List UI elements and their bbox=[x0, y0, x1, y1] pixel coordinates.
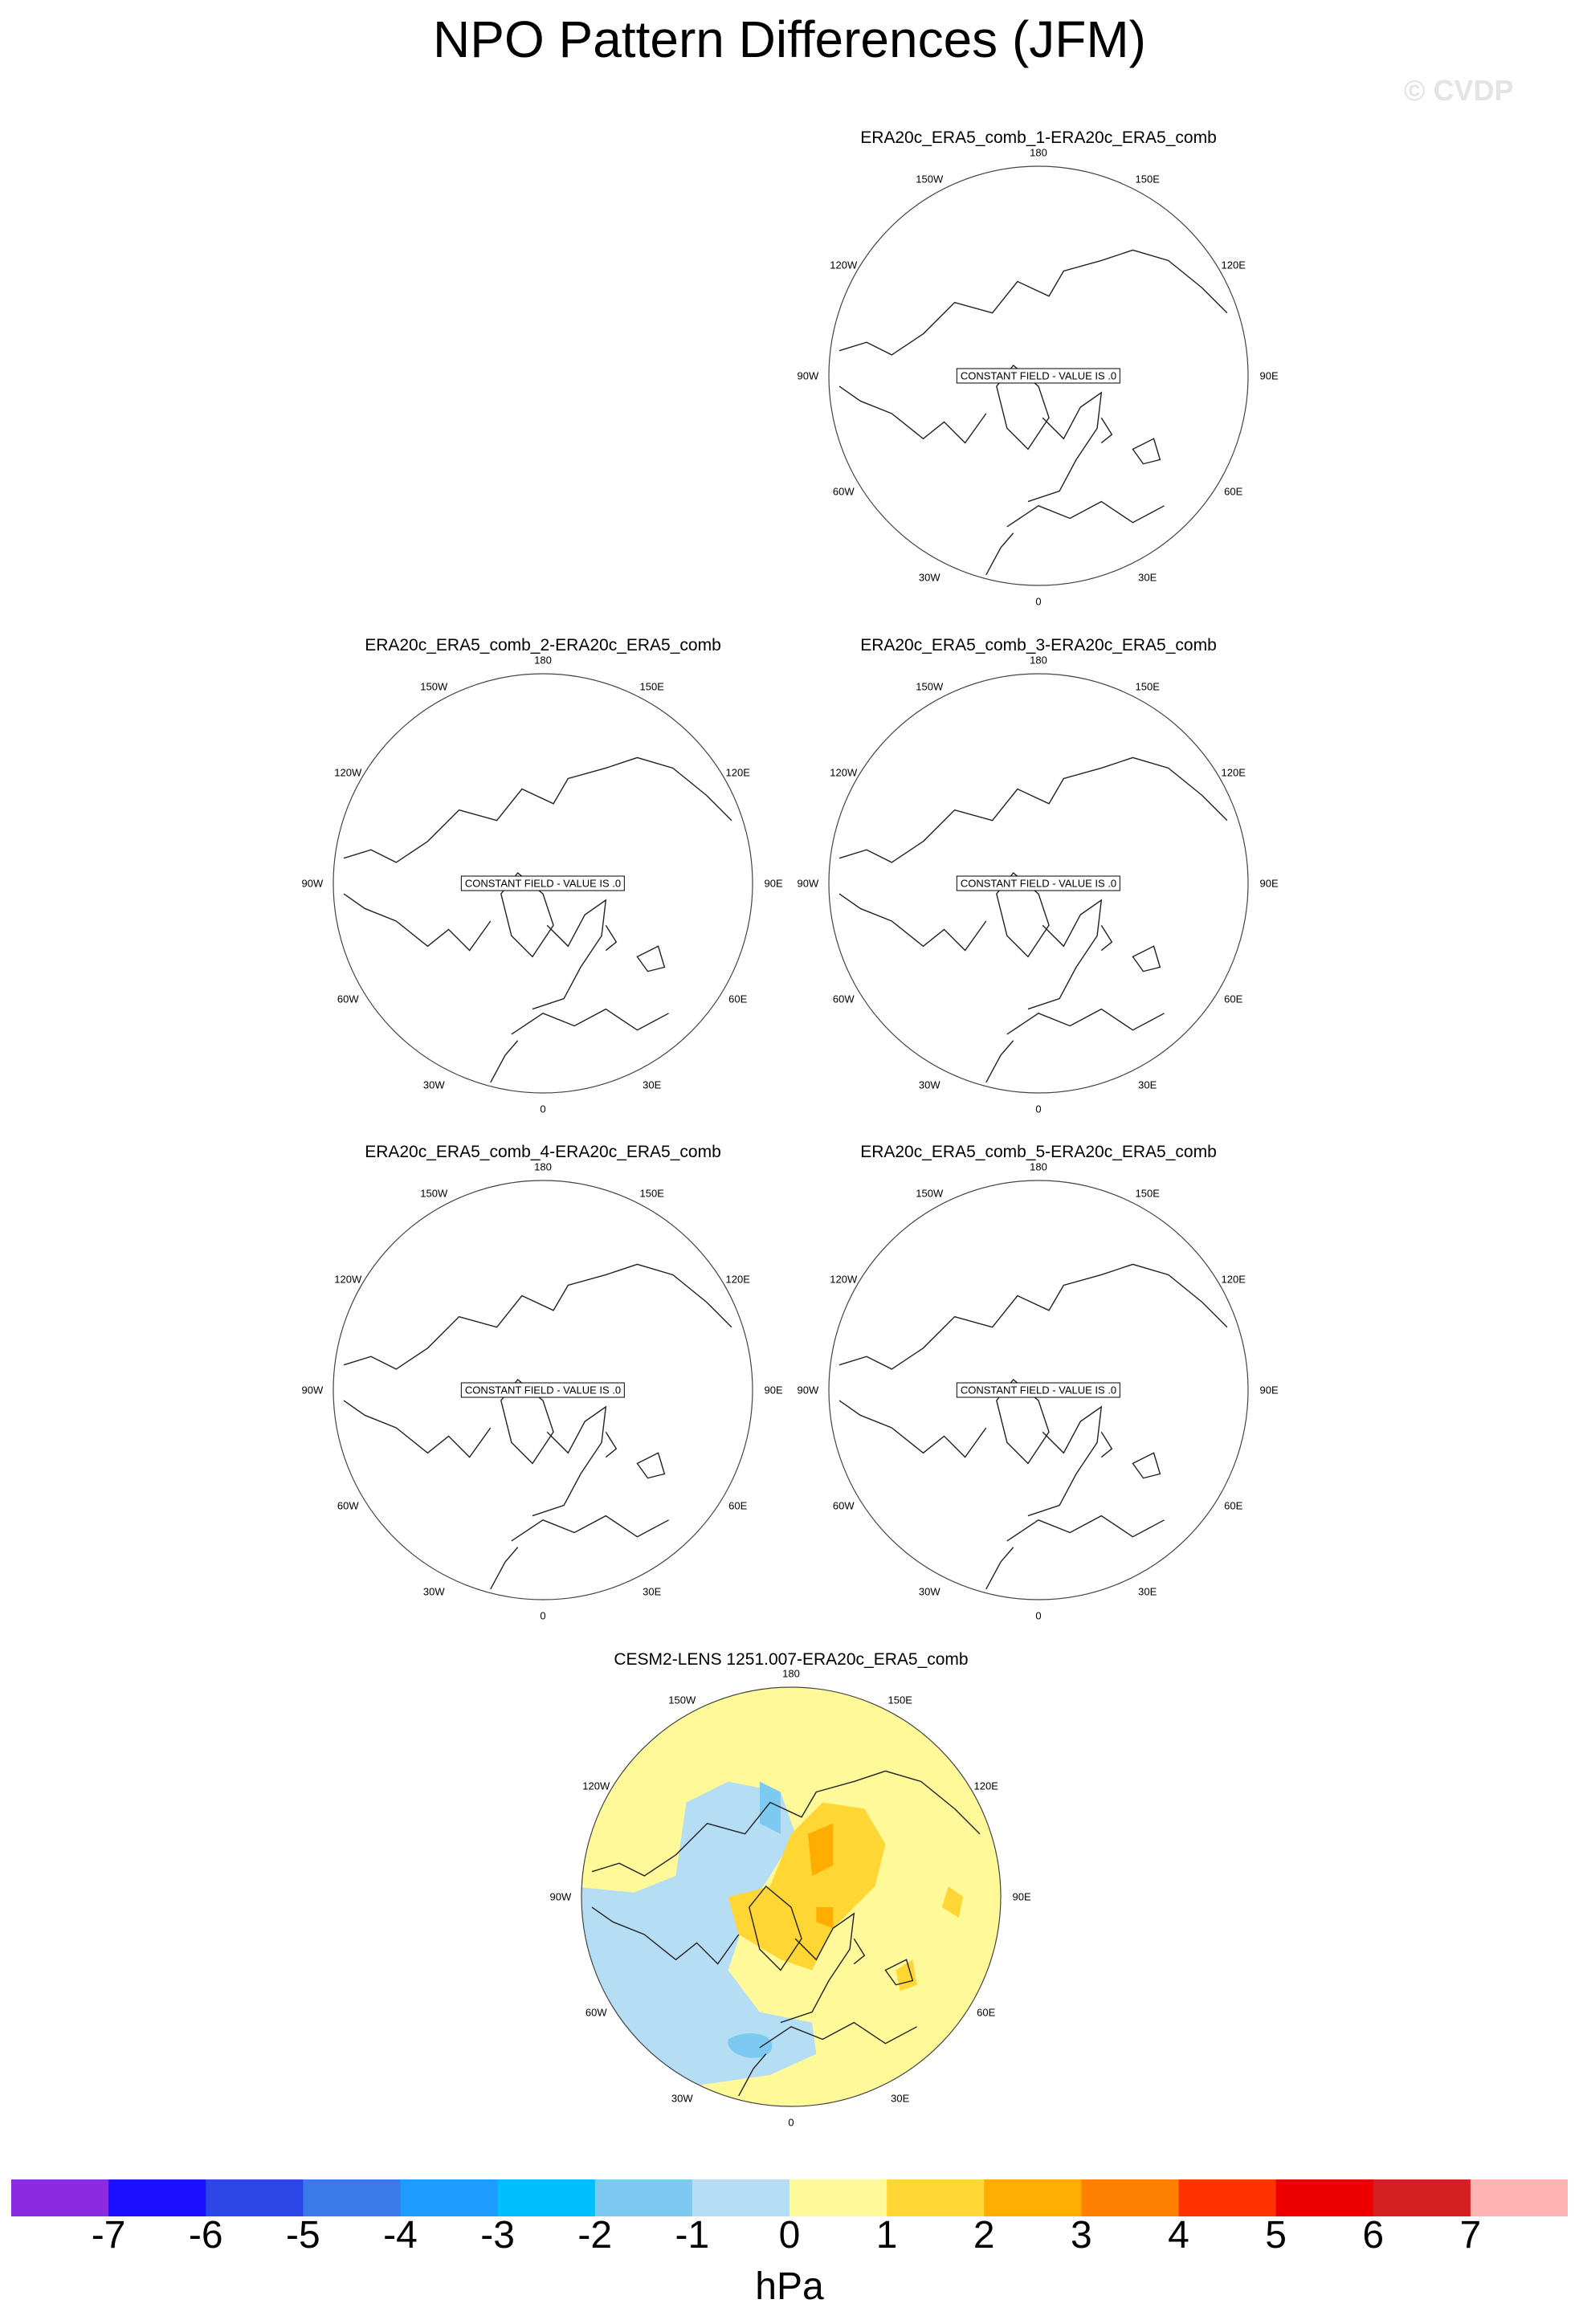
colorbar-tick-label: 4 bbox=[1168, 2214, 1189, 2257]
coastline bbox=[1028, 393, 1101, 502]
coastline bbox=[532, 1407, 606, 1516]
colorbar-tick-label: -1 bbox=[675, 2214, 710, 2257]
colorbar-swatch bbox=[1179, 2179, 1277, 2216]
colorbar-tick-label: -3 bbox=[480, 2214, 515, 2257]
longitude-label: 30W bbox=[671, 2092, 693, 2105]
coastline bbox=[344, 1264, 732, 1369]
longitude-label: 60E bbox=[728, 1499, 748, 1512]
coastline bbox=[1028, 900, 1101, 1009]
longitude-label: 60E bbox=[977, 2006, 996, 2019]
coastline bbox=[1101, 418, 1112, 442]
coastline bbox=[344, 1401, 491, 1457]
longitude-label: 90E bbox=[1259, 877, 1279, 890]
colorbar bbox=[11, 2179, 1568, 2216]
longitude-label: 120W bbox=[334, 766, 362, 779]
colorbar-swatch bbox=[401, 2179, 499, 2216]
panel-title: ERA20c_ERA5_comb_3-ERA20c_ERA5_comb bbox=[860, 636, 1217, 654]
longitude-label: 30W bbox=[918, 1078, 940, 1091]
colorbar-tick-label: 2 bbox=[973, 2214, 995, 2257]
coastline bbox=[637, 946, 664, 971]
coastline bbox=[512, 1009, 669, 1034]
longitude-label: 120E bbox=[1221, 1273, 1246, 1286]
longitude-label: 180 bbox=[1030, 1160, 1047, 1173]
longitude-label: 0 bbox=[1035, 595, 1042, 608]
colorbar-tick-label: 1 bbox=[875, 2214, 898, 2257]
longitude-label: 150E bbox=[1135, 1187, 1160, 1200]
coastline bbox=[512, 1516, 669, 1541]
coastline bbox=[986, 1547, 1014, 1589]
coastline bbox=[839, 757, 1227, 862]
constant-field-message: CONSTANT FIELD - VALUE IS .0 bbox=[957, 1383, 1120, 1398]
longitude-label: 0 bbox=[1035, 1609, 1042, 1622]
panel-title: ERA20c_ERA5_comb_4-ERA20c_ERA5_comb bbox=[365, 1143, 721, 1161]
constant-field-message: CONSTANT FIELD - VALUE IS .0 bbox=[957, 876, 1120, 891]
longitude-label: 90E bbox=[1259, 369, 1279, 382]
longitude-label: 60W bbox=[585, 2006, 607, 2019]
longitude-label: 30W bbox=[918, 571, 940, 584]
coastline bbox=[839, 250, 1227, 355]
colorbar-tick-label: -4 bbox=[383, 2214, 418, 2257]
longitude-label: 30W bbox=[422, 1585, 445, 1598]
polar-map bbox=[580, 1686, 1002, 2108]
coastline bbox=[606, 925, 616, 950]
coastline bbox=[344, 894, 491, 950]
longitude-label: 180 bbox=[534, 654, 552, 667]
coastline bbox=[986, 533, 1014, 575]
coastline bbox=[1007, 1516, 1165, 1541]
colorbar-swatch bbox=[692, 2179, 790, 2216]
longitude-label: 120W bbox=[830, 766, 858, 779]
longitude-label: 120E bbox=[1221, 259, 1246, 271]
coastline bbox=[1101, 1432, 1112, 1457]
colorbar-swatch bbox=[498, 2179, 596, 2216]
colorbar-swatch bbox=[984, 2179, 1082, 2216]
longitude-label: 180 bbox=[1030, 654, 1047, 667]
longitude-label: 30E bbox=[643, 1585, 662, 1598]
longitude-label: 120E bbox=[1221, 766, 1246, 779]
longitude-label: 90W bbox=[797, 877, 819, 890]
colorbar-tick-label: 3 bbox=[1071, 2214, 1092, 2257]
colorbar-swatch bbox=[11, 2179, 109, 2216]
longitude-label: 120E bbox=[725, 1273, 750, 1286]
figure-title: NPO Pattern Differences (JFM) bbox=[433, 10, 1146, 68]
colorbar-tick-label: -5 bbox=[286, 2214, 320, 2257]
longitude-label: 120W bbox=[830, 259, 858, 271]
longitude-label: 60E bbox=[1224, 485, 1243, 498]
longitude-label: 90E bbox=[764, 877, 783, 890]
coastline bbox=[986, 1041, 1014, 1082]
longitude-label: 90W bbox=[301, 1384, 324, 1396]
coastline bbox=[1132, 1453, 1160, 1478]
panel-title: ERA20c_ERA5_comb_5-ERA20c_ERA5_comb bbox=[860, 1143, 1217, 1161]
colorbar-swatch bbox=[1081, 2179, 1179, 2216]
longitude-label: 120E bbox=[725, 766, 750, 779]
longitude-label: 150W bbox=[916, 1187, 944, 1200]
longitude-label: 180 bbox=[782, 1667, 800, 1680]
coastline bbox=[344, 757, 732, 862]
coastline bbox=[606, 1432, 616, 1457]
constant-field-message: CONSTANT FIELD - VALUE IS .0 bbox=[461, 876, 625, 891]
longitude-label: 150E bbox=[639, 1187, 664, 1200]
longitude-label: 150E bbox=[1135, 173, 1160, 186]
colorbar-swatch bbox=[108, 2179, 206, 2216]
longitude-label: 0 bbox=[540, 1609, 546, 1622]
longitude-label: 90W bbox=[549, 1890, 572, 1903]
longitude-label: 150W bbox=[668, 1694, 696, 1706]
coastline bbox=[1101, 925, 1112, 950]
coastline bbox=[1028, 1407, 1101, 1516]
coastline bbox=[1007, 502, 1165, 527]
longitude-label: 30E bbox=[1138, 1078, 1157, 1091]
longitude-label: 150E bbox=[1135, 680, 1160, 693]
longitude-label: 180 bbox=[534, 1160, 552, 1173]
constant-field-message: CONSTANT FIELD - VALUE IS .0 bbox=[957, 369, 1120, 384]
colorbar-tick-label: -7 bbox=[91, 2214, 126, 2257]
colorbar-swatch bbox=[206, 2179, 304, 2216]
longitude-label: 180 bbox=[1030, 146, 1047, 159]
colorbar-swatch bbox=[1373, 2179, 1471, 2216]
longitude-label: 0 bbox=[1035, 1103, 1042, 1115]
longitude-label: 150E bbox=[887, 1694, 912, 1706]
longitude-label: 120W bbox=[830, 1273, 858, 1286]
colorbar-swatch bbox=[887, 2179, 985, 2216]
longitude-label: 90W bbox=[797, 1384, 819, 1396]
constant-field-message: CONSTANT FIELD - VALUE IS .0 bbox=[461, 1383, 625, 1398]
coastline bbox=[1007, 1009, 1165, 1034]
longitude-label: 90E bbox=[1012, 1890, 1031, 1903]
longitude-label: 0 bbox=[540, 1103, 546, 1115]
longitude-label: 120W bbox=[334, 1273, 362, 1286]
colorbar-swatch bbox=[303, 2179, 401, 2216]
longitude-label: 150W bbox=[916, 173, 944, 186]
coastline bbox=[637, 1453, 664, 1478]
colorbar-swatch bbox=[1471, 2179, 1568, 2216]
longitude-label: 60W bbox=[832, 485, 855, 498]
colorbar-tick-label: -2 bbox=[577, 2214, 613, 2257]
colorbar-tick-label: 5 bbox=[1265, 2214, 1287, 2257]
longitude-label: 150W bbox=[916, 680, 944, 693]
longitude-label: 30E bbox=[1138, 571, 1157, 584]
longitude-label: 30E bbox=[1138, 1585, 1157, 1598]
colorbar-swatch bbox=[595, 2179, 693, 2216]
longitude-label: 60W bbox=[337, 993, 359, 1005]
coastline bbox=[1132, 438, 1160, 463]
longitude-label: 60E bbox=[728, 993, 748, 1005]
colorbar-tick-label: 7 bbox=[1459, 2214, 1482, 2257]
longitude-label: 150E bbox=[639, 680, 664, 693]
coastline bbox=[532, 900, 606, 1009]
coastline bbox=[491, 1041, 518, 1082]
colorbar-tick-label: 0 bbox=[778, 2214, 801, 2257]
longitude-label: 60W bbox=[832, 1499, 855, 1512]
longitude-label: 60W bbox=[832, 993, 855, 1005]
longitude-label: 30E bbox=[891, 2092, 910, 2105]
longitude-label: 0 bbox=[788, 2116, 794, 2129]
longitude-label: 30W bbox=[918, 1585, 940, 1598]
coastline bbox=[839, 386, 986, 442]
longitude-label: 150W bbox=[420, 1187, 448, 1200]
coastline bbox=[839, 894, 986, 950]
coastline bbox=[491, 1547, 518, 1589]
colorbar-units: hPa bbox=[755, 2265, 824, 2308]
longitude-label: 30E bbox=[643, 1078, 662, 1091]
coastline bbox=[1132, 946, 1160, 971]
watermark: © CVDP bbox=[1404, 74, 1514, 107]
coastline bbox=[839, 1264, 1227, 1369]
colorbar-tick-label: 6 bbox=[1362, 2214, 1385, 2257]
longitude-label: 90W bbox=[797, 369, 819, 382]
colorbar-tick-label: -6 bbox=[188, 2214, 223, 2257]
longitude-label: 120E bbox=[973, 1780, 998, 1792]
longitude-label: 60W bbox=[337, 1499, 359, 1512]
coastline bbox=[839, 1401, 986, 1457]
panel-title: ERA20c_ERA5_comb_1-ERA20c_ERA5_comb bbox=[860, 128, 1217, 147]
longitude-label: 90E bbox=[1259, 1384, 1279, 1396]
colorbar-swatch bbox=[790, 2179, 887, 2216]
longitude-label: 90E bbox=[764, 1384, 783, 1396]
panel-title: CESM2-LENS 1251.007-ERA20c_ERA5_comb bbox=[614, 1650, 969, 1669]
colorbar-swatch bbox=[1276, 2179, 1374, 2216]
longitude-label: 90W bbox=[301, 877, 324, 890]
longitude-label: 30W bbox=[422, 1078, 445, 1091]
longitude-label: 60E bbox=[1224, 1499, 1243, 1512]
panel-title: ERA20c_ERA5_comb_2-ERA20c_ERA5_comb bbox=[365, 636, 721, 654]
longitude-label: 150W bbox=[420, 680, 448, 693]
longitude-label: 60E bbox=[1224, 993, 1243, 1005]
longitude-label: 120W bbox=[582, 1780, 610, 1792]
